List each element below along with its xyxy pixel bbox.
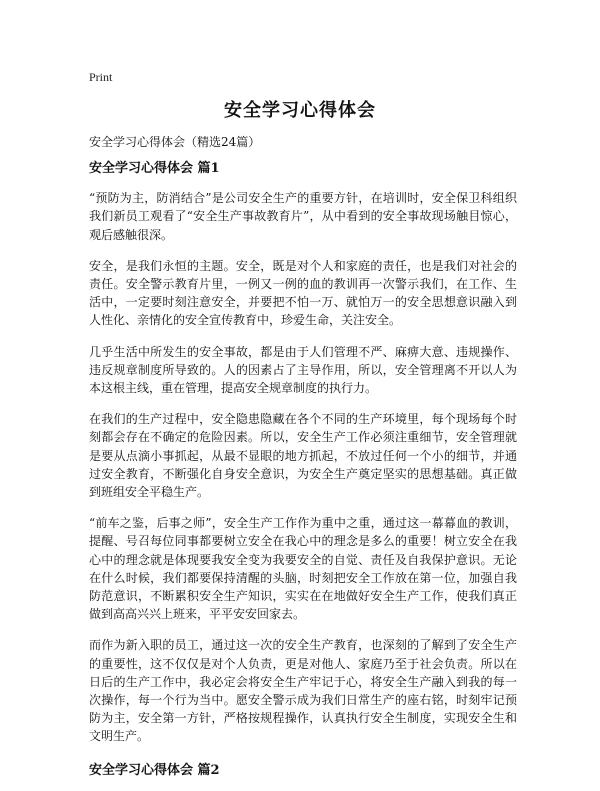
paragraph: 安全，是我们永恒的主题。安全，既是对个人和家庭的责任，也是我们对社会的责任。安全警示教育片里，一例又一例的血的教训再一次警示我们，在工作、生活中，一定要时刻注意安全，并要把不怕一万、就怕万一的安全思想意识融入到人性化、亲情化的安全宣传教育中，珍爱生命，关注安全。: [89, 258, 517, 328]
print-link[interactable]: Print: [89, 70, 113, 84]
section-heading: 安全学习心得体会 篇1: [89, 161, 220, 176]
paragraph: 几乎生活中所发生的安全事故，都是由于人们管理不严、麻痹大意、违规操作、违反规章制度所导致的。人的因素占了主导作用，所以，安全管理离不开以人为本这根主线，重在管理，提高安全规章制度的执行力。: [89, 344, 517, 396]
section-heading: 安全学习心得体会 篇2: [89, 762, 220, 778]
paragraph: 而作为新入职的员工，通过这一次的安全生产教育，也深刻的了解到了安全生产的重要性，这不仅仅是对个人负责，更是对他人、家庭乃至于社会负责。所以在日后的生产工作中，我必定会将安全生产牢记于心，将安全生产融入到我的每一次操作，每一个行为当中。愿安全警示成为我们日常生产的座右铭，时刻牢记预防为主，安全第一方针，严格按规程操作，认真执行安全生制度，实现安全生和文明生产。: [89, 638, 517, 744]
document-body: [89, 160, 517, 791]
paragraph: 在我们的生产过程中，安全隐患隐藏在各个不同的生产环境里，每个现场每个时刻都会存在不确定的危险因素。所以，安全生产工作必须注重细节，安全管理就是要从点滴小事抓起，从最不显眼的地方抓起，不放过任何一个小的细节，并通过安全教育，不断强化自身安全意识，为安全生产奠定坚实的思想基础。真正做到班组安全平稳生产。: [89, 412, 517, 500]
paragraph: “前车之鉴，后事之师”，安全生产工作作为重中之重，通过这一幕幕血的教训，提醒、号召每位同事都要树立安全在我心中的理念是多么的重要！树立安全在我心中的理念就是体现要我安全变为我要安全的自觉、责任及自我保护意识。无论在什么时候，我们都要保持清醒的头脑，时刻把安全工作放在第一位，加强自我防范意识，不断累积安全生产知识，实实在在地做好安全生产工作，使我们真正做到高高兴兴上班来，平平安安回家去。: [89, 516, 517, 622]
paragraph: “预防为主，防消结合”是公司安全生产的重要方针，在培训时，安全保卫科组织我们新员工观看了“安全生产事故教育片”，从中看到的安全事故现场触目惊心，观后感触很深。: [89, 191, 517, 242]
document-subtitle: 安全学习心得体会（精选24篇）: [89, 135, 261, 149]
document-title: 安全学习心得体会: [224, 100, 376, 121]
